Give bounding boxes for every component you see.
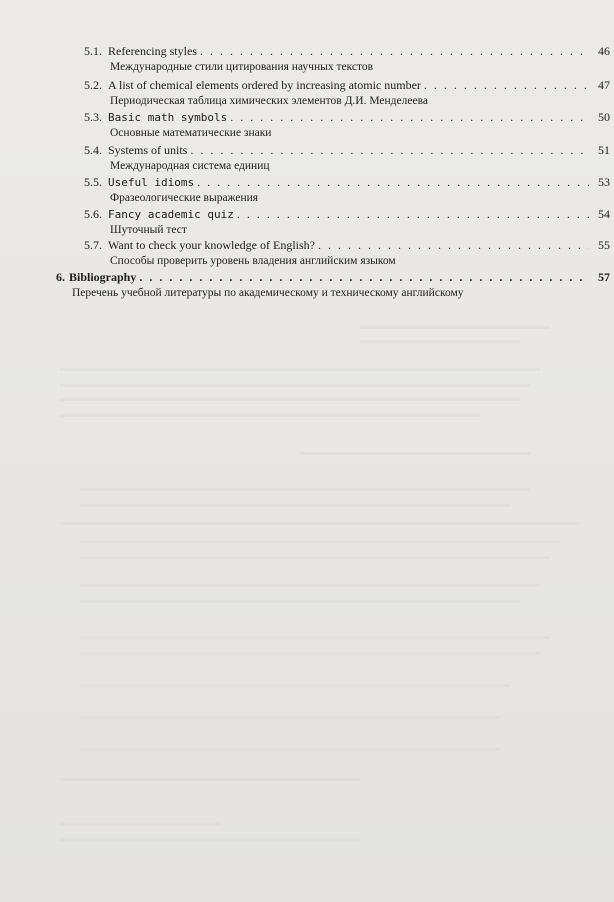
- toc-entry-title: Fancy academic quiz: [108, 208, 234, 221]
- toc-entry-subtitle: Способы проверить уровень владения английским языком: [110, 255, 396, 267]
- toc-entry-number: 5.3.: [84, 110, 102, 124]
- toc-entry-number: 5.6.: [84, 207, 102, 221]
- toc-entry-title: Referencing styles: [108, 44, 197, 58]
- toc-entry-subtitle: Периодическая таблица химических элементов Д.И. Менделеева: [110, 95, 428, 107]
- dot-leader: [190, 143, 589, 157]
- toc-entry-page: 46: [598, 44, 610, 58]
- toc-entry-page: 50: [598, 110, 610, 124]
- toc-entry-subtitle: Международная система единиц: [110, 160, 270, 172]
- toc-entry-title: Useful idioms: [108, 176, 195, 189]
- toc-entry-number: 6.: [56, 270, 65, 284]
- toc-entry-subtitle: Международные стили цитирования научных текстов: [110, 61, 374, 73]
- dot-leader: [237, 207, 589, 221]
- toc-entry-subtitle: Фразеологические выражения: [110, 192, 259, 204]
- dot-leader: [424, 78, 589, 92]
- toc-entry-title: A list of chemical elements ordered by increasing atomic number: [108, 78, 421, 92]
- toc-entry: [84, 175, 610, 190]
- toc-entry-page: 54: [598, 207, 610, 221]
- toc-entry-page: 47: [598, 78, 610, 92]
- toc-entry-number: 5.2.: [84, 78, 102, 92]
- toc-entry: [84, 78, 610, 92]
- toc-entry-bibliography: [56, 270, 610, 284]
- dot-leader: [197, 175, 589, 189]
- toc-entry: [84, 44, 610, 58]
- toc-entry: [84, 207, 610, 222]
- toc-entry-title: Bibliography: [69, 270, 137, 284]
- toc-entry-subtitle: Шуточный тест: [110, 224, 187, 236]
- dot-leader: [230, 110, 589, 124]
- toc-entry-subtitle: Основные математические знаки: [110, 127, 272, 139]
- dot-leader: [200, 44, 589, 58]
- toc-entry-title: Basic math symbols: [108, 111, 228, 124]
- toc-entry-number: 5.5.: [84, 175, 102, 189]
- toc-entry: [84, 143, 610, 157]
- toc-entry: [84, 110, 610, 125]
- dot-leader: [139, 270, 589, 284]
- toc-entry-number: 5.4.: [84, 143, 102, 157]
- toc-entry-subtitle: Перечень учебной литературы по академическому и техническому английскому: [72, 287, 464, 299]
- toc-entry-page: 57: [598, 270, 610, 284]
- dot-leader: [318, 238, 589, 252]
- toc-entry-page: 55: [598, 238, 610, 252]
- toc-entry-page: 53: [598, 175, 610, 189]
- toc-entry: [84, 238, 610, 252]
- toc-entry-title: Want to check your knowledge of English?: [108, 238, 315, 252]
- toc-entry-number: 5.7.: [84, 238, 102, 252]
- toc-entry-number: 5.1.: [84, 44, 102, 58]
- toc-entry-title: Systems of units: [108, 143, 188, 157]
- toc-entry-page: 51: [598, 143, 610, 157]
